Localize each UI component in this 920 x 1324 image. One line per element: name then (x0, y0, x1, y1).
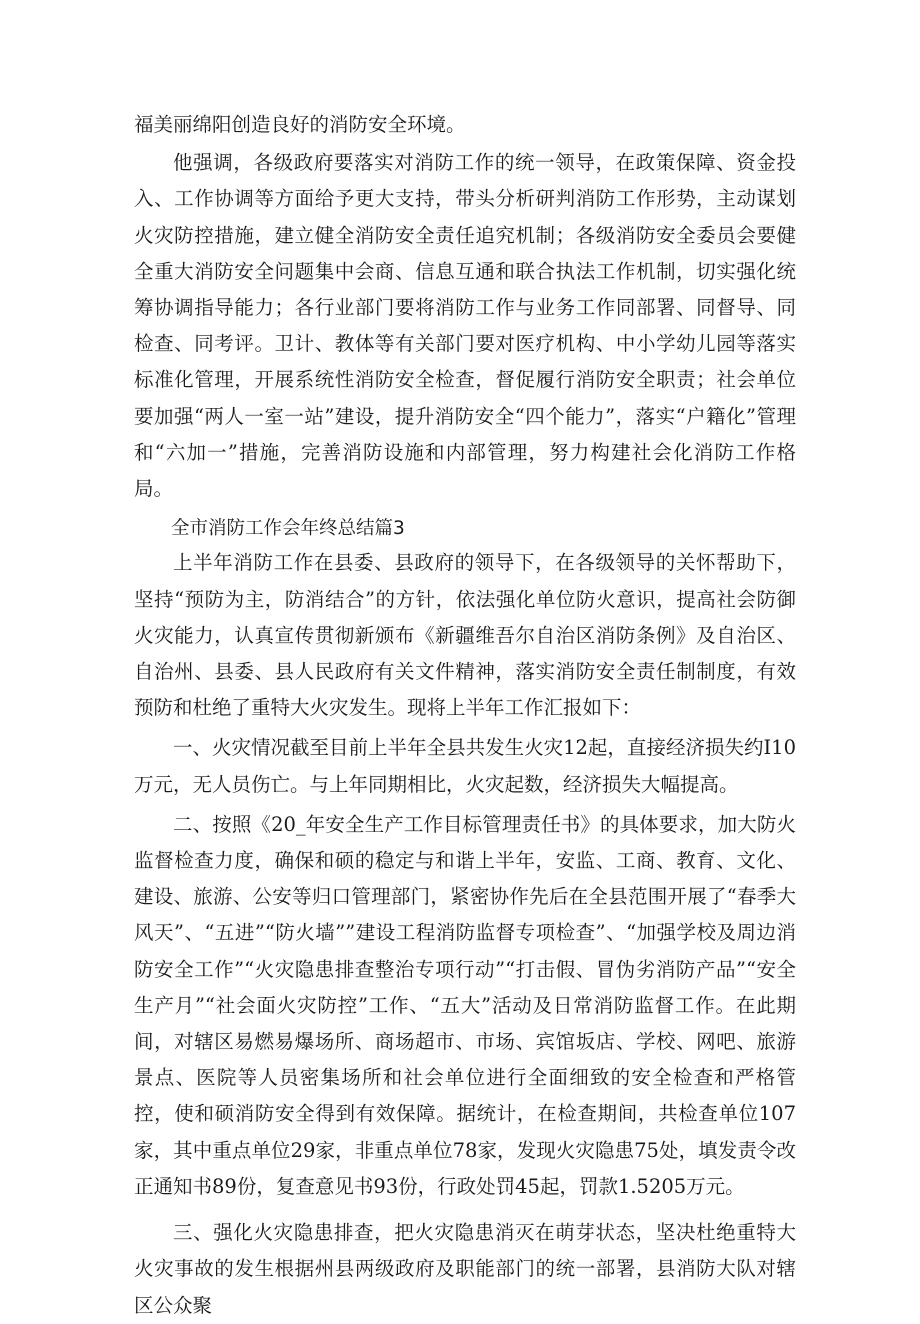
section-heading: 全市消防工作会年终总结篇3 (171, 518, 405, 540)
document-page (134, 107, 796, 1324)
paragraph-fire-situation: 一、火灾情况截至目前上半年全县共发生火灾12起，直接经济损失约I10万元，无人员伤亡。与上年同期相比，火灾起数，经济损失大幅提高。 (134, 736, 796, 796)
paragraph-intro: 上半年消防工作在县委、县政府的领导下，在各级领导的关怀帮助下，坚持“预防为主，防消结合”的方针，依法强化单位防火意识，提高社会防御火灾能力，认真宣传贯彻新颁布《新疆维吾尔自治区消防条例》及自治区、自治州、县委、县人民政府有关文件精神，落实消防安全责任制制度，有效预防和杜绝了重特大火灾发生。现将上半年工作汇报如下： (134, 551, 796, 720)
paragraph-continued: 福美丽绵阳创造良好的消防安全环境。 (134, 113, 466, 136)
paragraph-inspection: 二、按照《20_年安全生产工作目标管理责任书》的具体要求，加大防火监督检查力度，确保和硕的稳定与和谐上半年，安监、工商、教育、文化、建设、旅游、公安等归口管理部门，紧密协作先后在全县范围开展了“春季大风天”、“五进”“防火墙””建设工程消防监督专项检查”、“加强学校及周边消防安全工作”“火灾隐患排查整治专项行动”“打击假、冒伪劣消防产品”“安全生产月”“社会面火灾防控”工作、“五大”活动及日常消防监督工作。在此期间，对辖区易燃易爆场所、商场超市、市场、宾馆坂店、学校、网吧、旅游景点、医院等人员密集场所和社会单位进行全面细致的安全检查和严格管控，使和硕消防安全得到有效保障。据统计，在检查期间，共检查单位107家，其中重点单位29家，非重点单位78家，发现火灾隐患75处，填发责令改正通知书89份，复查意见书93份，行政处罚45起，罚款1.5205万元。 (134, 812, 796, 1198)
paragraph-responsibility: 他强调，各级政府要落实对消防工作的统一领导，在政策保障、资金投入、工作协调等方面给予更大支持，带头分析研判消防工作形势，主动谋划火灾防控措施，建立健全消防安全责任追究机制；各级消防安全委员会要健全重大消防安全问题集中会商、信息互通和联合执法工作机制，切实强化统筹协调指导能力；各行业部门要将消防工作与业务工作同部署、同督导、同检查、同考评。卫计、教体等有关部门要对医疗机构、中小学幼儿园等落实标准化管理，开展系统性消防安全检查，督促履行消防安全职责；社会单位要加强“两人一室一站”建设，提升消防安全“四个能力”，落实“户籍化”管理和“六加一”措施，完善消防设施和内部管理，努力构建社会化消防工作格局。 (134, 151, 796, 501)
paragraph-hazard-check: 三、强化火灾隐患排查，把火灾隐患消灭在萌芽状态，坚决杜绝重特大火灾事故的发生根据州县两级政府及职能部门的统一部署，县消防大队对辖区公众聚 (134, 1221, 796, 1317)
